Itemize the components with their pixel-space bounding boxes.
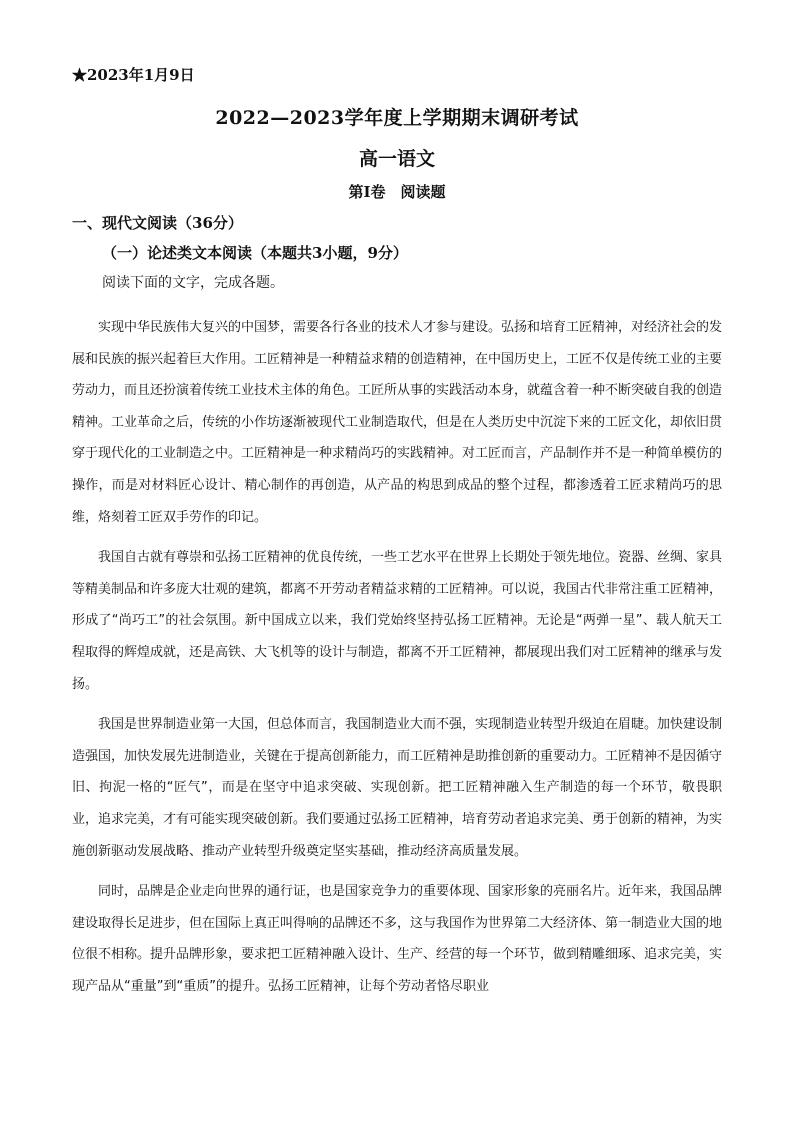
passage-paragraph-2: 我国自古就有尊崇和弘扬工匠精神的优良传统，一些工艺水平在世界上长期处于领先地位。瓷器、丝绸、家具等精美制品和许多庞大壮观的建筑，都离不开劳动者精益求精的工匠精神。可以说，我国古代非常注重工匠精神，形成了“尚巧工”的社会氛围。新中国成立以来，我们党始终坚持弘扬工匠精神。无论是“两弹一星”、载人航天工程取得的辉煌成就，还是高铁、大飞机等的设计与制造，都离不开工匠精神，都展现出我们对工匠精神的继承与发扬。 xyxy=(72,550,723,692)
subject-title: 高一语文 xyxy=(358,148,435,170)
passage-paragraph-3: 我国是世界制造业第一大国，但总体而言，我国制造业大而不强，实现制造业转型升级迫在眉睫。加快建设制造强国，加快发展先进制造业，关键在于提高创新能力，而工匠精神是助推创新的重要动力。工匠精神不是因循守旧、拘泥一格的“匠气”，而是在坚守中追求突破、实现创新。把工匠精神融入生产制造的每一个环节，敬畏职业，追求完美，才有可能实现突破创新。我们要通过弘扬工匠精神，培育劳动者追求完美、勇于创新的精神，为实施创新驱动发展战略、推动产业转型升级奠定坚实基础，推动经济高质量发展。 xyxy=(72,717,723,859)
section-heading: 一、现代文阅读（36分） xyxy=(72,214,243,232)
reading-passage xyxy=(72,312,722,1011)
passage-paragraph-1: 实现中华民族伟大复兴的中国梦，需要各行各业的技术人才参与建设。弘扬和培育工匠精神，对经济社会的发展和民族的振兴起着巨大作用。工匠精神是一种精益求精的创造精神，在中国历史上，工匠不仅是传统工业的主要劳动力，而且还扮演着传统工业技术主体的角色。工匠所从事的实践活动本身，就蕴含着一种不断突破自我的创造精神。工业革命之后，传统的小作坊逐渐被现代工业制造取代，但是在人类历史中沉淀下来的工匠文化，却依旧贯穿于现代化的工业制造之中。工匠精神是一种求精尚巧的实践精神。对工匠而言，产品制作并不是一种简单模仿的操作，而是对材料匠心设计、精心制作的再创造，从产品的构思到成品的整个过程，都渗透着工匠求精尚巧的思维，烙刻着工匠双手劳作的印记。 xyxy=(72,320,723,525)
volume-heading: 第Ⅰ卷 阅读题 xyxy=(348,183,446,201)
exam-date: ★2023年1月9日 xyxy=(72,66,195,84)
subsection-heading: （一）论述类文本阅读（本题共3小题，9分） xyxy=(102,244,408,262)
reading-instruction: 阅读下面的文字，完成各题。 xyxy=(102,275,284,291)
passage-paragraph-4: 同时，品牌是企业走向世界的通行证，也是国家竞争力的重要体现、国家形象的亮丽名片。近年来，我国品牌建设取得长足进步，但在国际上真正叫得响的品牌还不多，这与我国作为世界第二大经济体、第一制造业大国的地位很不相称。提升品牌形象，要求把工匠精神融入设计、生产、经营的每一个环节，做到精雕细琢、追求完美，实现产品从“重量”到“重质”的提升。弘扬工匠精神，让每个劳动者恪尽职业 xyxy=(72,884,723,994)
exam-title: 2022—2023学年度上学期期末调研考试 xyxy=(215,107,579,129)
